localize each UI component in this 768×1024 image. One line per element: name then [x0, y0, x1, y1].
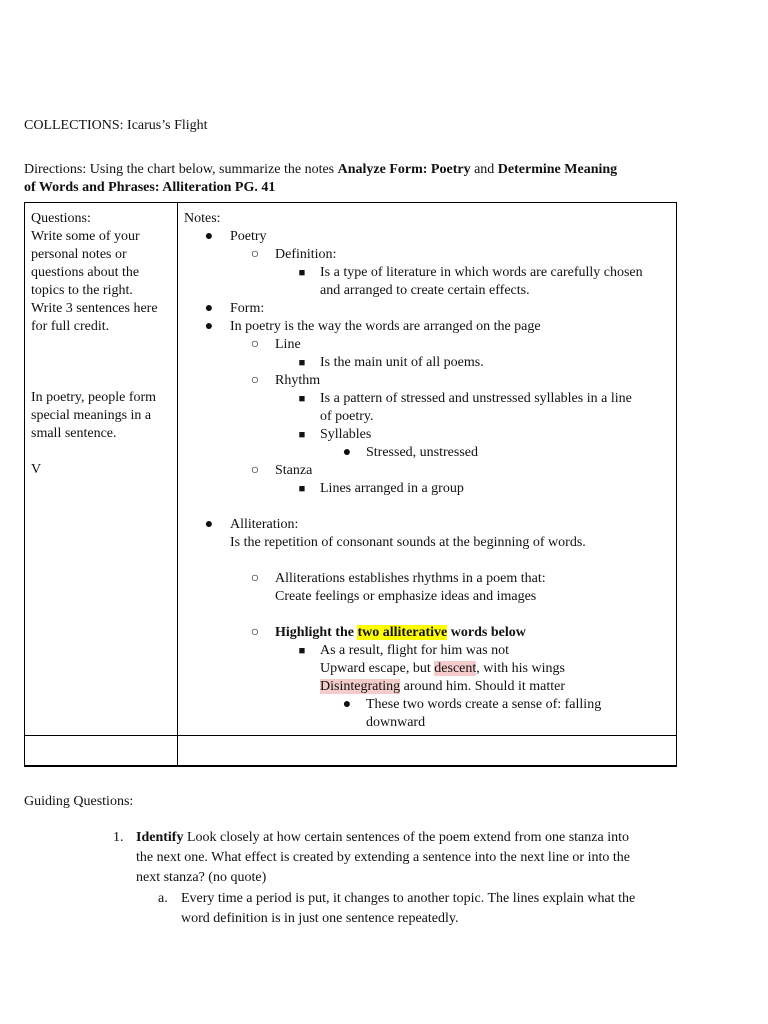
- directions-bold-1: Analyze Form: Poetry: [337, 162, 471, 177]
- guiding-questions-title: Guiding Questions:: [24, 794, 134, 809]
- quote-text: around him. Should it matter: [400, 679, 565, 694]
- question-keyword: Identify: [136, 830, 184, 845]
- answer-line: special meanings in a: [31, 408, 152, 423]
- highlight-post: words below: [447, 625, 526, 640]
- answer-label: a.: [158, 891, 168, 906]
- notes-heading: Notes:: [184, 211, 221, 226]
- bullet-square-icon: ■: [298, 483, 306, 495]
- bullet-circle-icon: ○: [250, 337, 260, 352]
- note-sense: downward: [366, 715, 426, 730]
- directions-prefix: Directions: Using the chart below, summarize the notes: [24, 162, 338, 177]
- highlight-pre: Highlight the: [275, 625, 358, 640]
- document-title: COLLECTIONS: Icarus’s Flight: [24, 118, 208, 133]
- highlight-mark: two alliterative: [357, 625, 448, 640]
- bullet-square-icon: ■: [298, 267, 306, 279]
- answer-line: In poetry, people form: [31, 390, 157, 405]
- note-definition-text: Is a type of literature in which words are carefully chosen: [320, 265, 643, 280]
- quote-highlight: descent: [434, 661, 477, 676]
- note-highlight-instruction: [275, 624, 526, 642]
- directions-text: [24, 161, 674, 197]
- question-text: Look closely at how certain sentences of the poem extend from one stanza into: [183, 830, 629, 845]
- bullet-square-icon: ■: [298, 429, 306, 441]
- note-line: Line: [275, 337, 301, 352]
- note-alliteration-desc: Is the repetition of consonant sounds at the beginning of words.: [230, 535, 586, 550]
- note-sense: These two words create a sense of: falling: [366, 697, 602, 712]
- quote-highlight: Disintegrating: [320, 679, 401, 694]
- quote-text: Upward escape, but: [320, 661, 435, 676]
- answer-line: word definition is in just one sentence repeatedly.: [181, 911, 459, 926]
- note-poetry: Poetry: [230, 229, 267, 244]
- bullet-disc-icon: ●: [204, 517, 214, 532]
- questions-line: Write 3 sentences here: [31, 301, 158, 316]
- poem-quote-line: As a result, flight for him was not: [320, 643, 509, 658]
- note-rhythm-desc: Is a pattern of stressed and unstressed syllables in a line: [320, 391, 632, 406]
- bullet-circle-icon: ○: [250, 463, 260, 478]
- bullet-disc-icon: ●: [204, 301, 214, 316]
- bullet-circle-icon: ○: [250, 625, 260, 640]
- answer-extra: V: [31, 462, 42, 477]
- note-definition: Definition:: [275, 247, 337, 262]
- notes-table: [24, 202, 677, 767]
- note-alliteration-rhythm: Create feelings or emphasize ideas and images: [275, 589, 537, 604]
- bullet-square-icon: ■: [298, 393, 306, 405]
- question-line: [136, 829, 629, 847]
- questions-line: Write some of your: [31, 229, 140, 244]
- answer-line: small sentence.: [31, 426, 117, 441]
- note-form-desc: In poetry is the way the words are arranged on the page: [230, 319, 541, 334]
- question-line: the next one. What effect is created by extending a sentence into the next line or into the: [136, 850, 630, 865]
- note-rhythm: Rhythm: [275, 373, 321, 388]
- questions-line: topics to the right.: [31, 283, 133, 298]
- table-row-divider: [25, 735, 676, 736]
- directions-bold-2: Determine Meaning: [497, 162, 618, 177]
- note-line-desc: Is the main unit of all poems.: [320, 355, 484, 370]
- note-stressed: Stressed, unstressed: [366, 445, 478, 460]
- bullet-square-icon: ■: [298, 645, 306, 657]
- bullet-disc-icon: ●: [342, 445, 352, 460]
- note-rhythm-desc: of poetry.: [320, 409, 374, 424]
- bullet-circle-icon: ○: [250, 247, 260, 262]
- directions-bold-3: of Words and Phrases: Alliteration PG. 41: [24, 180, 276, 195]
- table-column-divider: [177, 203, 178, 765]
- poem-quote-line: [320, 660, 565, 678]
- question-number: 1.: [113, 830, 124, 845]
- note-stanza-desc: Lines arranged in a group: [320, 481, 464, 496]
- bullet-disc-icon: ●: [204, 319, 214, 334]
- note-stanza: Stanza: [275, 463, 313, 478]
- question-line: next stanza? (no quote): [136, 870, 267, 885]
- answer-line: Every time a period is put, it changes to another topic. The lines explain what the: [181, 891, 636, 906]
- note-definition-text: and arranged to create certain effects.: [320, 283, 530, 298]
- bullet-disc-icon: ●: [342, 697, 352, 712]
- bullet-circle-icon: ○: [250, 373, 260, 388]
- bullet-square-icon: ■: [298, 357, 306, 369]
- directions-middle: and: [470, 162, 498, 177]
- bullet-disc-icon: ●: [204, 229, 214, 244]
- bullet-circle-icon: ○: [250, 571, 260, 586]
- quote-text: , with his wings: [476, 661, 565, 676]
- poem-quote-line: [320, 678, 565, 696]
- note-syllables: Syllables: [320, 427, 372, 442]
- note-alliteration-rhythm: Alliterations establishes rhythms in a poem that:: [275, 571, 546, 586]
- note-form: Form:: [230, 301, 265, 316]
- questions-line: questions about the: [31, 265, 140, 280]
- note-alliteration: Alliteration:: [230, 517, 299, 532]
- questions-line: for full credit.: [31, 319, 110, 334]
- questions-heading: Questions:: [31, 211, 91, 226]
- questions-line: personal notes or: [31, 247, 127, 262]
